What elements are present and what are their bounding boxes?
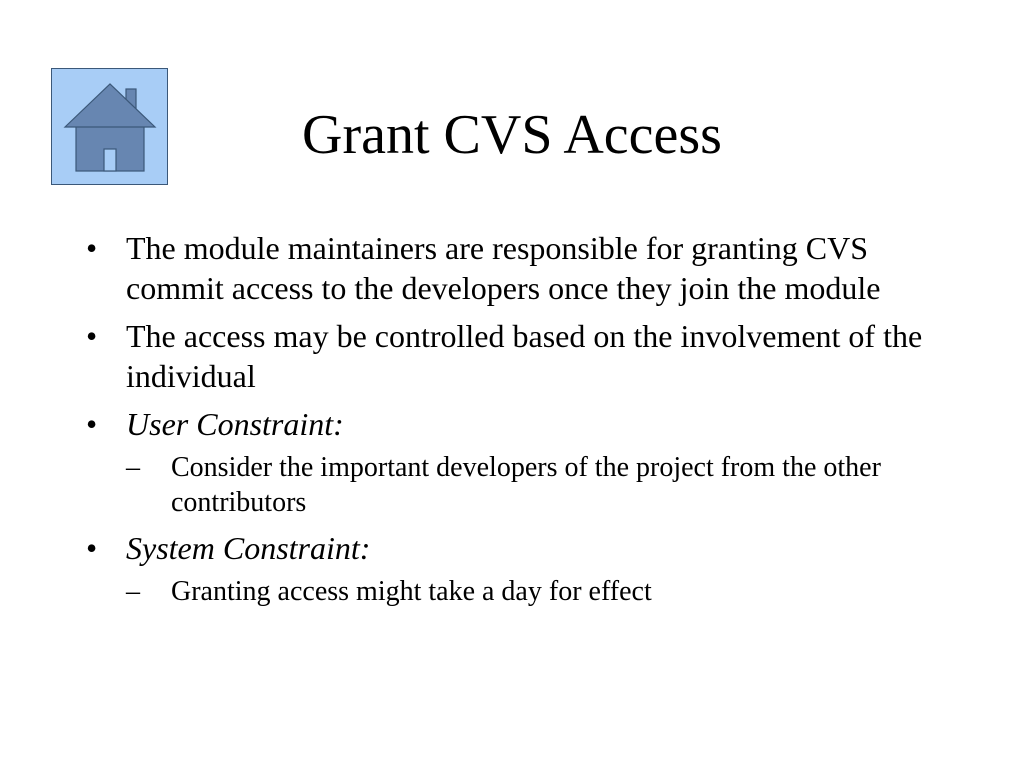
bullet-mark: • [86, 406, 98, 442]
bullet-item [84, 528, 944, 609]
sub-bullet-list [126, 450, 944, 520]
sub-bullet-item [126, 450, 944, 520]
bullet-mark: • [86, 230, 98, 266]
sub-bullet-item [126, 574, 944, 609]
bullet-item [84, 404, 944, 520]
sub-bullet-list [126, 574, 944, 609]
slide-title: Grant CVS Access [302, 104, 722, 166]
bullet-item [84, 228, 944, 308]
bullet-text: System Constraint: [126, 530, 371, 566]
home-button[interactable] [51, 68, 168, 185]
home-icon [52, 69, 166, 183]
bullet-text: User Constraint: [126, 406, 344, 442]
sub-bullet-mark: – [126, 576, 140, 607]
bullet-item [84, 316, 944, 396]
sub-bullet-text: Granting access might take a day for effect [171, 576, 652, 607]
bullet-text: The module maintainers are responsible for granting CVS commit access to the developers once they join the module [126, 230, 881, 306]
bullet-mark: • [86, 318, 98, 354]
sub-bullet-text: Consider the important developers of the project from the other contributors [171, 452, 881, 518]
bullet-text: The access may be controlled based on the involvement of the individual [126, 318, 923, 394]
bullet-list [84, 228, 944, 617]
sub-bullet-mark: – [126, 452, 140, 483]
bullet-mark: • [86, 530, 98, 566]
